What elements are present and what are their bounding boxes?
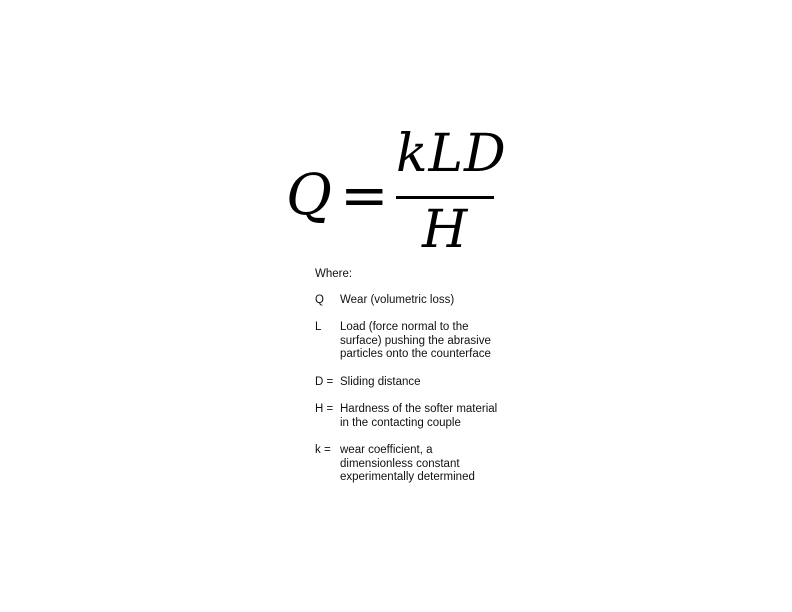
legend-definition: Load (force normal to the surface) pushing the abrasive particles onto the counterface (340, 321, 491, 360)
legend-symbol: Q (315, 293, 324, 306)
fraction-bar (396, 196, 494, 199)
equals-sign: = (340, 161, 389, 229)
legend-definition: Wear (volumetric loss) (340, 293, 455, 306)
legend-item (315, 376, 525, 390)
wear-equation (282, 124, 512, 260)
legend-symbol: L (315, 321, 322, 333)
legend-definition: Hardness of the softer material in the contacting couple (340, 403, 498, 429)
legend-item (315, 321, 525, 362)
fraction-denominator: H (422, 200, 468, 260)
legend-symbol: k = (315, 444, 331, 456)
legend-item (315, 403, 525, 430)
variable-legend (315, 268, 525, 499)
legend-symbol: H = (315, 403, 334, 415)
legend-symbol: D = (315, 375, 334, 388)
legend-item (315, 294, 525, 308)
legend-definition: Sliding distance (340, 375, 421, 388)
equation-lhs: Q (286, 163, 332, 228)
legend-definition: wear coefficient, a dimensionless constant experimentally determined (340, 444, 475, 483)
legend-item (315, 444, 525, 485)
legend-heading: Where: (315, 268, 353, 280)
fraction-numerator: kLD (396, 124, 507, 184)
